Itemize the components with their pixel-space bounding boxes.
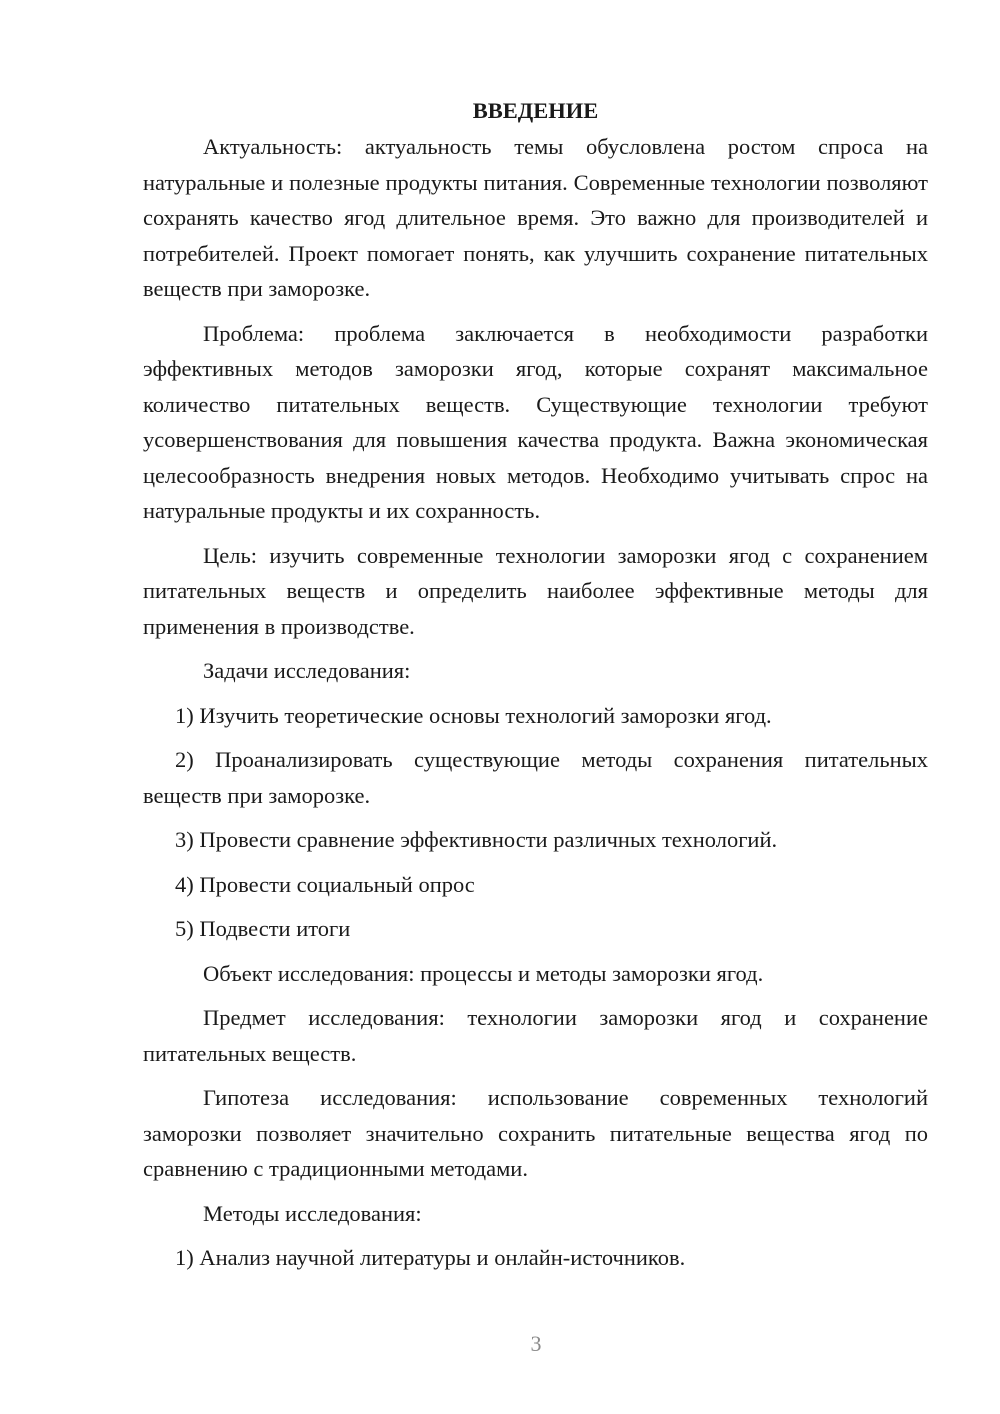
hypothesis-paragraph: Гипотеза исследования: использование современных технологий заморозки позволяет значительно сохранить питательные вещества ягод по сравнению с традиционными методами.: [143, 1085, 928, 1181]
page-number: 3: [530, 1331, 542, 1356]
task-item: 4) Провести социальный опрос: [175, 871, 475, 897]
goal-paragraph: Цель: изучить современные технологии заморозки ягод с сохранением питательных веществ и определить наиболее эффективные методы для применения в производстве.: [143, 542, 928, 639]
tasks-heading: Задачи исследования:: [203, 658, 411, 683]
task-item: 5) Подвести итоги: [175, 916, 351, 941]
subject-paragraph: Предмет исследования: технологии заморозки ягод и сохранение питательных веществ.: [143, 1005, 928, 1066]
task-item: 2) Проанализировать существующие методы сохранения питательных веществ при заморозке.: [143, 747, 928, 808]
page-title: ВВЕДЕНИЕ: [472, 98, 599, 123]
relevance-paragraph: Актуальность: актуальность темы обусловлена ростом спроса на натуральные и полезные продукты питания. Современные технологии позволяют сохранять качество ягод длительное время. Это важно для производителей и потребителей. Проект помогает понять, как улучшить сохранение питательных веществ при заморозке.: [143, 134, 928, 301]
object-paragraph: Объект исследования: процессы и методы заморозки ягод.: [203, 960, 764, 986]
task-item: 3) Провести сравнение эффективности различных технологий.: [175, 827, 778, 852]
document-body: [143, 93, 928, 1285]
method-item: 1) Анализ научной литературы и онлайн-источников.: [175, 1245, 686, 1270]
task-item: 1) Изучить теоретические основы технологий заморозки ягод.: [175, 702, 772, 728]
methods-heading: Методы исследования:: [203, 1200, 422, 1226]
problem-paragraph: Проблема: проблема заключается в необходимости разработки эффективных методов заморозки ягод, которые сохранят максимальное количество питательных веществ. Существующие технологии требуют усовершенствования для повышения качества продукта. Важна экономическая целесообразность внедрения новых методов. Необходимо учитывать спрос на натуральные продукты и их сохранность.: [143, 320, 928, 523]
